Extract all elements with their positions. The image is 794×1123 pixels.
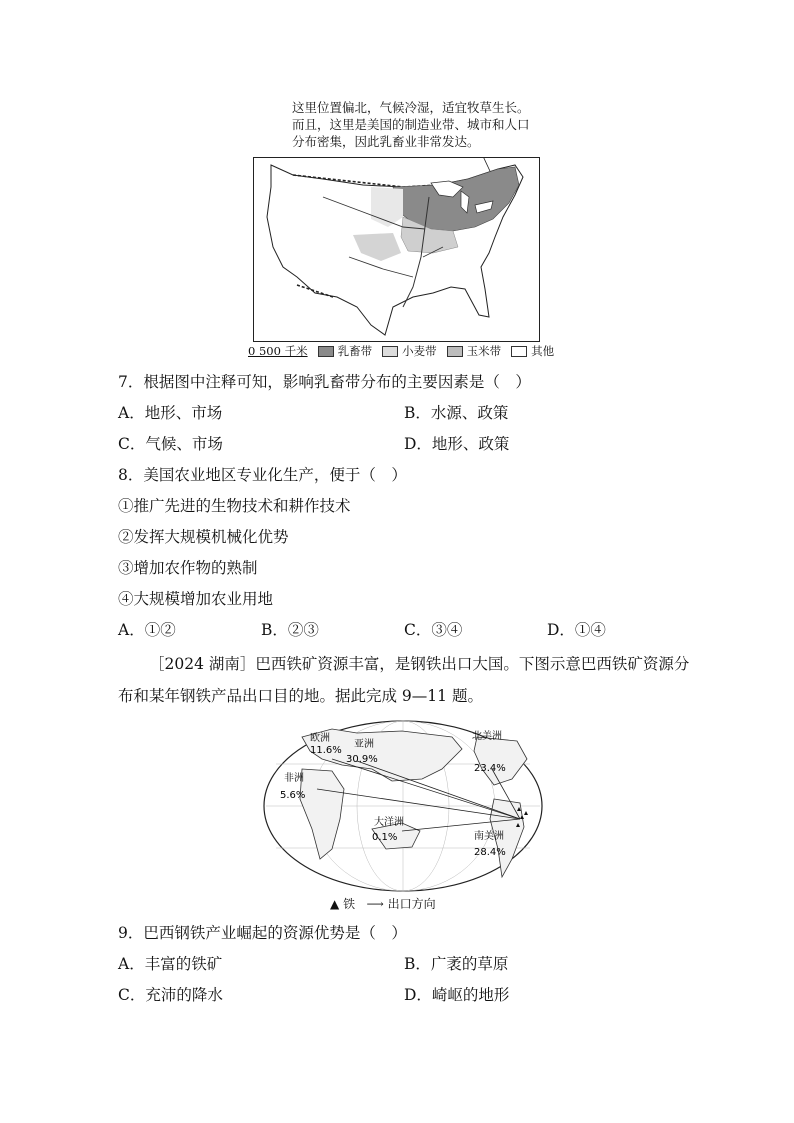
q8-item-1: ①推广先进的生物技术和耕作技术: [118, 497, 351, 515]
option-7b[interactable]: B．水源、政策: [404, 404, 509, 422]
q8-item-4: ④大规模增加农业用地: [118, 590, 274, 608]
brazil-export-map: [262, 719, 545, 894]
label-asia: 亚洲: [354, 739, 374, 750]
intro-line-2: 布和某年钢铁产品出口目的地。据此完成 9—11 题。: [118, 687, 483, 705]
map-annotation: 这里位置偏北，气候冷湿，适宜牧草生长。 而且，这里是美国的制造业带、城市和人口 分布密集，因此乳畜业非常发达。: [292, 100, 530, 149]
label-north-america: 北美洲: [472, 731, 502, 742]
label-south-america-pct: 28.4%: [474, 847, 506, 858]
option-8c[interactable]: C．③④: [404, 621, 463, 639]
scale-bar: 0 500 千米: [248, 344, 308, 358]
label-africa: 非洲: [284, 773, 304, 784]
label-oceania: 大洋洲: [374, 817, 404, 828]
option-7d[interactable]: D．地形、政策: [404, 435, 510, 453]
option-9b[interactable]: B．广袤的草原: [404, 955, 509, 973]
label-north-america-pct: 23.4%: [474, 763, 506, 774]
question-9-stem: 9．巴西钢铁产业崛起的资源优势是（ ）: [118, 924, 407, 942]
intro-line-1: ［2024 湖南］巴西铁矿资源丰富，是钢铁出口大国。下图示意巴西铁矿资源分: [149, 655, 690, 673]
label-europe-pct: 11.6%: [310, 745, 342, 756]
option-7a[interactable]: A．地形、市场: [118, 404, 223, 422]
option-8b[interactable]: B．②③: [261, 621, 319, 639]
option-8a[interactable]: A．①②: [118, 621, 176, 639]
option-7c[interactable]: C．气候、市场: [118, 435, 223, 453]
export-map-legend: ▲ 铁 ⟶ 出口方向: [330, 897, 436, 911]
arrow-icon: ⟶: [366, 897, 384, 911]
q8-item-3: ③增加农作物的熟制: [118, 559, 258, 577]
label-europe: 欧洲: [310, 733, 330, 744]
q8-item-2: ②发挥大规模机械化优势: [118, 528, 289, 546]
option-8d[interactable]: D．①④: [547, 621, 606, 639]
option-9d[interactable]: D．崎岖的地形: [404, 986, 510, 1004]
label-asia-pct: 30.9%: [346, 754, 378, 765]
question-7-stem: 7．根据图中注释可知，影响乳畜带分布的主要因素是（ ）: [118, 373, 531, 391]
label-south-america: 南美洲: [474, 831, 504, 842]
legend-swatch-corn: [447, 346, 463, 357]
label-oceania-pct: 0.1%: [372, 832, 398, 843]
usa-agriculture-map: [253, 157, 540, 342]
label-africa-pct: 5.6%: [280, 790, 306, 801]
legend-swatch-dairy: [318, 346, 334, 357]
legend-swatch-wheat: [382, 346, 398, 357]
iron-triangle-icon: ▲: [330, 897, 340, 911]
question-8-stem: 8．美国农业地区专业化生产，便于（ ）: [118, 466, 407, 484]
map-legend: 0 500 千米 乳畜带 小麦带 玉米带 其他: [248, 344, 555, 358]
legend-swatch-other: [511, 346, 527, 357]
option-9a[interactable]: A．丰富的铁矿: [118, 955, 223, 973]
option-9c[interactable]: C．充沛的降水: [118, 986, 223, 1004]
